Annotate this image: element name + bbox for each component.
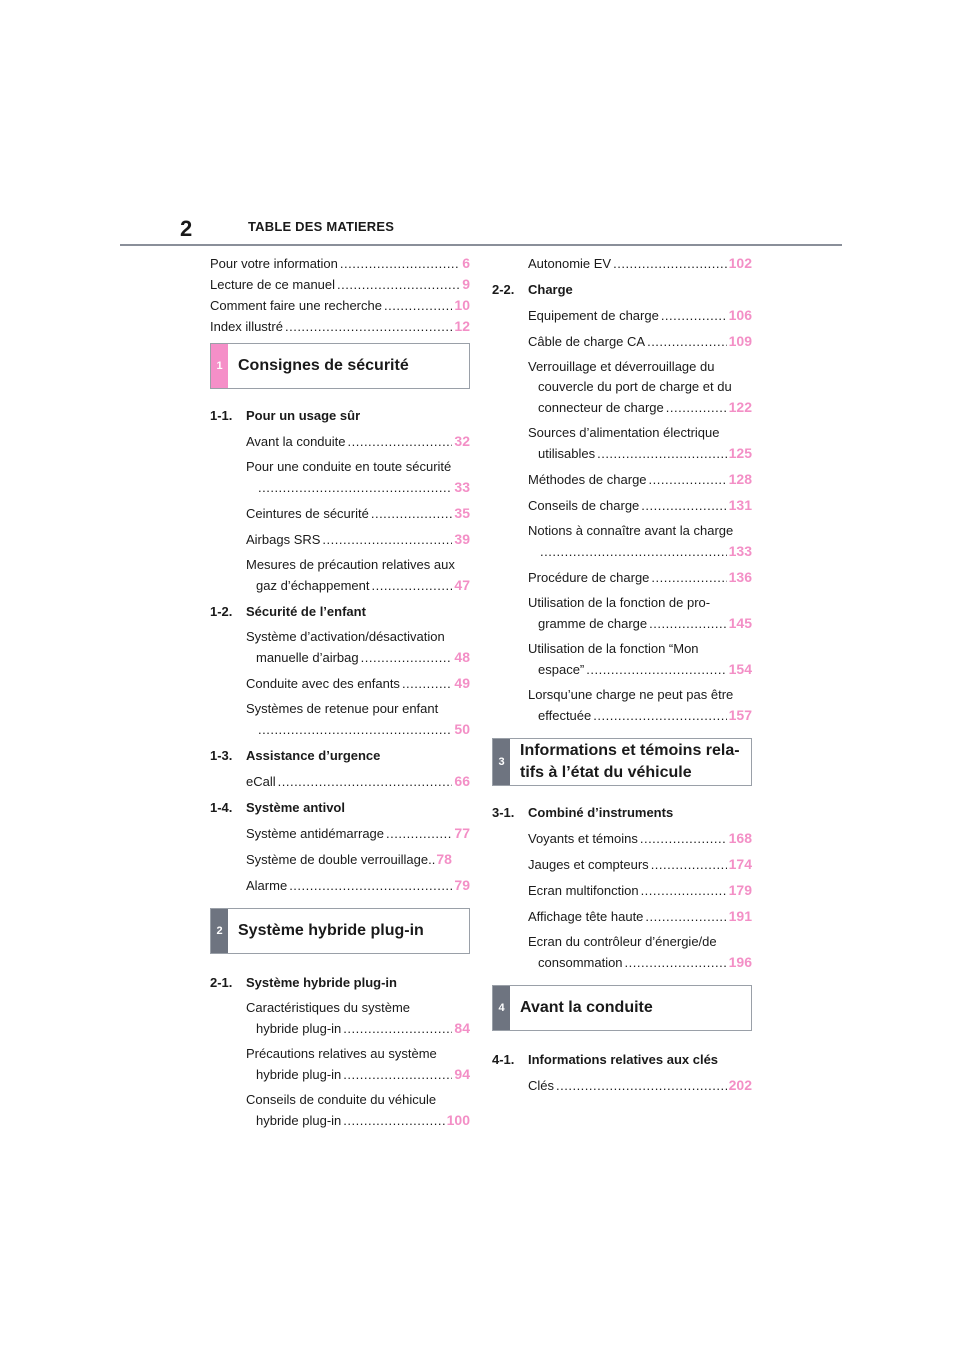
chapter-tab: 3	[493, 739, 510, 785]
toc-entry[interactable]: Ecran multifonction ..... 179	[492, 880, 752, 901]
section-heading: 2-2. Charge	[492, 282, 573, 297]
toc-entry[interactable]: Airbags SRS ..... 39	[210, 529, 470, 550]
page-link[interactable]: 49	[454, 675, 470, 691]
page-link[interactable]: 39	[454, 531, 470, 547]
toc-column-left	[210, 253, 470, 1131]
toc-column-right	[492, 253, 752, 1096]
chapter-title: Système hybride plug-in	[238, 922, 424, 939]
chapter-title: Avant la conduite	[520, 999, 653, 1016]
page-link[interactable]: 157	[728, 707, 752, 723]
page-link[interactable]: 168	[728, 830, 752, 846]
toc-entry[interactable]: Système antidémarrage ..... 77	[210, 823, 470, 844]
toc-entry[interactable]: Index illustré ..... 12	[210, 316, 470, 337]
section-heading: 1-4. Système antivol	[210, 800, 345, 815]
toc-entry[interactable]: Ecran du contrôleur d’énergie/de consommation ..... 196	[492, 932, 752, 973]
toc-entry[interactable]: Ceintures de sécurité ..... 35	[210, 503, 470, 524]
toc-entry[interactable]: Voyants et témoins ..... 168	[492, 828, 752, 849]
toc-entry[interactable]: Lorsqu’une charge ne peut pas être effectuée ..... 157	[492, 685, 752, 726]
toc-entry[interactable]: Procédure de charge ..... 136	[492, 567, 752, 588]
chapter-tab: 2	[211, 909, 228, 953]
toc-entry[interactable]: Méthodes de charge ..... 128	[492, 469, 752, 490]
page-link[interactable]: 47	[454, 577, 470, 593]
toc-entry[interactable]: Câble de charge CA ..... 109	[492, 331, 752, 352]
page-title: TABLE DES MATIERES	[248, 219, 395, 234]
page-link[interactable]: 94	[454, 1066, 470, 1082]
chapter-tab: 4	[493, 986, 510, 1030]
page-link[interactable]: 33	[454, 479, 470, 495]
page-link[interactable]: 145	[728, 615, 752, 631]
toc-entry[interactable]: Clés ..... 202	[492, 1075, 752, 1096]
toc-entry[interactable]: Affichage tête haute ..... 191	[492, 906, 752, 927]
toc-entry[interactable]: Jauges et compteurs ..... 174	[492, 854, 752, 875]
page-link[interactable]: 78	[436, 851, 452, 867]
page-link[interactable]: 122	[728, 399, 752, 415]
page-link[interactable]: 66	[454, 773, 470, 789]
page-link[interactable]: 32	[454, 433, 470, 449]
chapter-title: Consignes de sécurité	[238, 357, 409, 374]
page-link[interactable]: 191	[728, 908, 752, 924]
toc-entry[interactable]: Avant la conduite ..... 32	[210, 431, 470, 452]
page-link[interactable]: 196	[728, 954, 752, 970]
page-link[interactable]: 100	[446, 1112, 470, 1128]
page-link[interactable]: 174	[728, 856, 752, 872]
section-heading: 1-2. Sécurité de l’enfant	[210, 604, 366, 619]
page-link[interactable]: 128	[728, 471, 752, 487]
chapter-header-4[interactable]	[492, 985, 752, 1031]
toc-entry[interactable]: Systèmes de retenue pour enfant ..... 50	[210, 699, 470, 740]
toc-entry[interactable]: Système d’activation/désactivation manuelle d’airbag ..... 48	[210, 627, 470, 668]
toc-entry[interactable]: Lecture de ce manuel ..... 9	[210, 274, 470, 295]
toc-entry[interactable]: Verrouillage et déverrouillage du couvercle du port de charge et du connecteur de charge ..... 122	[492, 357, 752, 418]
toc-entry[interactable]: Utilisation de la fonction “Mon espace” ..... 154	[492, 639, 752, 680]
chapter-title: Informations et témoins rela- tifs à l’état du véhicule	[520, 742, 740, 781]
page-link[interactable]: 106	[728, 307, 752, 323]
toc-entry[interactable]: eCall ..... 66	[210, 771, 470, 792]
page-link[interactable]: 136	[728, 569, 752, 585]
toc-entry[interactable]: Conduite avec des enfants ..... 49	[210, 673, 470, 694]
toc-entry[interactable]: Précautions relatives au système hybride plug-in ..... 94	[210, 1044, 470, 1085]
toc-entry[interactable]: Système de double verrouillage.. 78	[246, 851, 452, 867]
toc-entry[interactable]: Pour votre information ..... 6	[210, 253, 470, 274]
toc-entry[interactable]: Sources d’alimentation électrique utilisables ..... 125	[492, 423, 752, 464]
header-rule	[120, 244, 842, 246]
page-link[interactable]: 6	[462, 255, 470, 271]
chapter-header-1[interactable]	[210, 343, 470, 389]
page-link[interactable]: 102	[728, 255, 752, 271]
page-link[interactable]: 133	[728, 543, 752, 559]
toc-entry[interactable]: Conseils de charge ..... 131	[492, 495, 752, 516]
section-heading: 3-1. Combiné d’instruments	[492, 805, 674, 820]
toc-entry[interactable]: Autonomie EV ..... 102	[492, 253, 752, 274]
section-heading: 1-3. Assistance d’urgence	[210, 748, 381, 763]
page-link[interactable]: 109	[728, 333, 752, 349]
page-link[interactable]: 79	[454, 877, 470, 893]
page-link[interactable]: 202	[728, 1077, 752, 1093]
page-link[interactable]: 12	[454, 318, 470, 334]
page-link[interactable]: 77	[454, 825, 470, 841]
toc-entry[interactable]: Pour une conduite en toute sécurité ..... 33	[210, 457, 470, 498]
page-link[interactable]: 50	[454, 721, 470, 737]
toc-entry[interactable]: Equipement de charge ..... 106	[492, 305, 752, 326]
chapter-header-3[interactable]	[492, 738, 752, 786]
toc-entry[interactable]: Mesures de précaution relatives aux gaz d’échappement ..... 47	[210, 555, 470, 596]
page-link[interactable]: 48	[454, 649, 470, 665]
toc-entry[interactable]: Utilisation de la fonction de pro- gramme de charge ..... 145	[492, 593, 752, 634]
page-link[interactable]: 179	[728, 882, 752, 898]
chapter-header-2[interactable]	[210, 908, 470, 954]
toc-entry[interactable]: Comment faire une recherche ..... 10	[210, 295, 470, 316]
page-link[interactable]: 9	[462, 276, 470, 292]
page-link[interactable]: 125	[728, 445, 752, 461]
page-link[interactable]: 154	[728, 661, 752, 677]
page-link[interactable]: 35	[454, 505, 470, 521]
page-link[interactable]: 84	[454, 1020, 470, 1036]
toc-entry[interactable]: Caractéristiques du système hybride plug-in ..... 84	[210, 998, 470, 1039]
chapter-tab: 1	[211, 344, 228, 388]
page-number: 2	[180, 216, 193, 241]
toc-entry[interactable]: Alarme ..... 79	[210, 875, 470, 896]
section-heading: 4-1. Informations relatives aux clés	[492, 1052, 719, 1067]
toc-entry[interactable]: Conseils de conduite du véhicule hybride plug-in ..... 100	[210, 1090, 470, 1131]
toc-entry[interactable]: Notions à connaître avant la charge ..... 133	[492, 521, 752, 562]
page-link[interactable]: 10	[454, 297, 470, 313]
page-link[interactable]: 131	[728, 497, 752, 513]
section-heading: 1-1. Pour un usage sûr	[210, 408, 361, 423]
section-heading: 2-1. Système hybride plug-in	[210, 975, 397, 990]
